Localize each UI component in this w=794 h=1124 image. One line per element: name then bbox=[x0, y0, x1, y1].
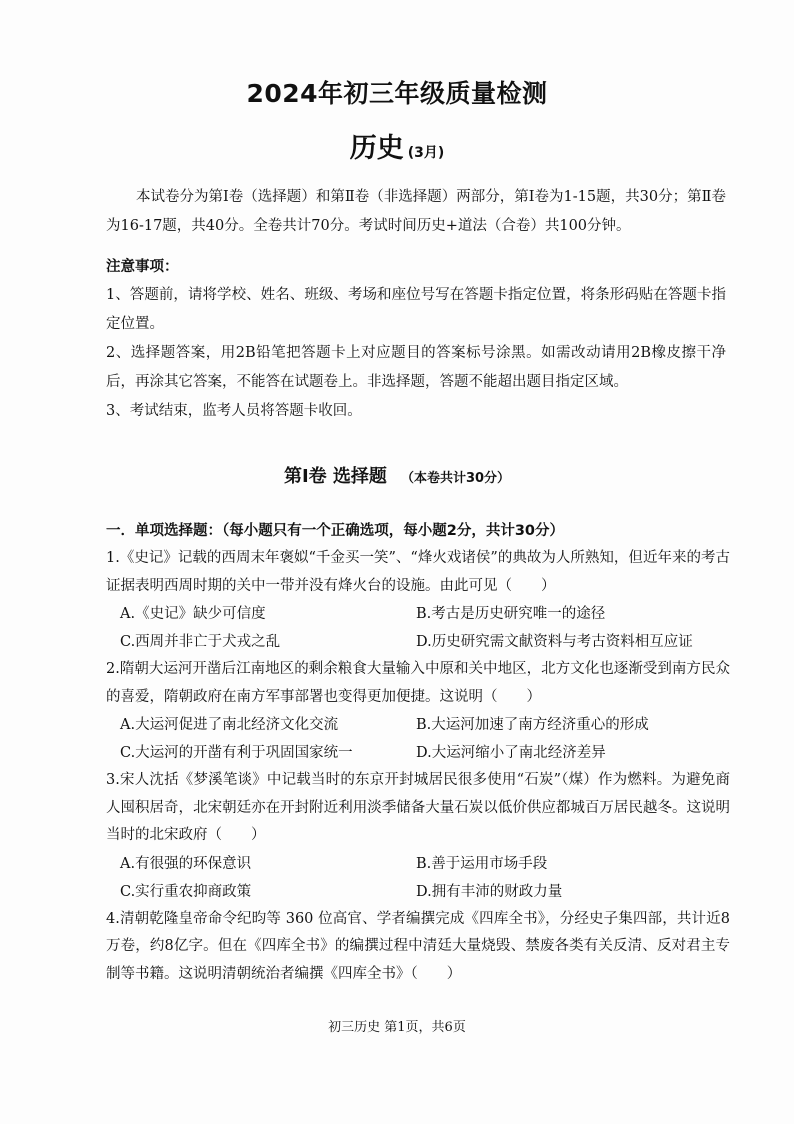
question-stem: 1.《史记》记载的西周末年褒姒“千金买一笑”、“烽火戏诸侯”的典故为人所熟知，但近年来的考古证据表明西周时期的关中一带并没有烽火台的设施。由此可见（ ） bbox=[106, 550, 730, 594]
subject-name: 历史 bbox=[349, 133, 404, 164]
question bbox=[106, 767, 730, 906]
option-d: D.大运河缩小了南北经济差异 bbox=[416, 745, 606, 761]
option-group bbox=[106, 600, 730, 656]
section-title bbox=[0, 462, 794, 488]
notes-heading: 注意事项： bbox=[106, 259, 179, 275]
option-d: D.拥有丰沛的财政力量 bbox=[416, 883, 563, 900]
question bbox=[106, 906, 730, 989]
question bbox=[106, 656, 730, 767]
part-heading: 一．单项选择题：（每小题只有一个正确选项，每小题2分，共计30分） bbox=[106, 523, 565, 539]
question bbox=[106, 545, 730, 656]
option-a: A.《史记》缺少可信度 bbox=[120, 606, 266, 622]
question-stem: 2.隋朝大运河开凿后江南地区的剩余粮食大量输入中原和关中地区，北方文化也逐渐受到南方民众的喜爱，隋朝政府在南方军事部署也变得更加便捷。这说明（ ） bbox=[106, 661, 730, 705]
exam-intro: 本试卷分为第Ⅰ卷（选择题）和第Ⅱ卷（非选择题）两部分，第Ⅰ卷为1-15题，共30分；第Ⅱ卷为16-17题，共40分。全卷共计70分。考试时间历史+道法（合卷）共100分钟。 bbox=[106, 188, 726, 234]
option-c: C.大运河的开凿有利于巩固国家统一 bbox=[120, 745, 353, 761]
option-b: B.善于运用市场手段 bbox=[416, 855, 548, 872]
question-stem: 3.宋人沈括《梦溪笔谈》中记载当时的东京开封城居民很多使用“石炭”（煤）作为燃料。为避免商人囤积居奇，北宋朝廷亦在开封附近利用淡季储备大量石炭以低价供应都城百万居民越冬。这说明当时的北宋政府（ ） bbox=[106, 772, 730, 843]
note-item: 3、考试结束，监考人员将答题卡收回。 bbox=[106, 403, 362, 419]
notes-list bbox=[106, 281, 726, 426]
option-d: D.历史研究需文献资料与考古资料相互应证 bbox=[416, 634, 693, 650]
option-group bbox=[106, 711, 730, 767]
option-c: C.实行重农抑商政策 bbox=[120, 883, 252, 900]
option-b: B.大运河加速了南方经济重心的形成 bbox=[416, 717, 649, 733]
note-item: 2、选择题答案，用2B铅笔把答题卡上对应题目的答案标号涂黑。如需改动请用2B橡皮擦干净后，再涂其它答案，不能答在试题卷上。非选择题，答题不能超出题目指定区域。 bbox=[106, 345, 726, 390]
section-score-note: （本卷共计30分） bbox=[400, 471, 511, 486]
page-footer: 初三历史 第1页，共6页 bbox=[328, 1020, 466, 1035]
section-name: 第Ⅰ卷 选择题 bbox=[283, 466, 387, 487]
note-item: 1、答题前，请将学校、姓名、班级、考场和座位号写在答题卡指定位置，将条形码贴在答题卡指定位置。 bbox=[106, 287, 726, 332]
option-b: B.考古是历史研究唯一的途径 bbox=[416, 606, 606, 622]
question-stem: 4.清朝乾隆皇帝命令纪昀等 360 位高官、学者编撰完成《四库全书》，分经史子集四部，共计近8万卷，约8亿字。但在《四库全书》的编撰过程中清廷大量烧毁、禁废各类有关反清、反对君主专制等书籍。这说明清朝统治者编撰《四库全书》（ ） bbox=[106, 910, 730, 982]
option-c: C.西周并非亡于犬戎之乱 bbox=[120, 634, 281, 650]
exam-month: (3月) bbox=[407, 145, 445, 161]
option-group bbox=[106, 850, 730, 906]
option-a: A.大运河促进了南北经济文化交流 bbox=[120, 717, 339, 733]
subject-heading bbox=[0, 126, 794, 165]
option-a: A.有很强的环保意识 bbox=[120, 855, 252, 872]
question-list bbox=[106, 545, 730, 988]
exam-title: 2024年初三年级质量检测 bbox=[246, 79, 548, 108]
